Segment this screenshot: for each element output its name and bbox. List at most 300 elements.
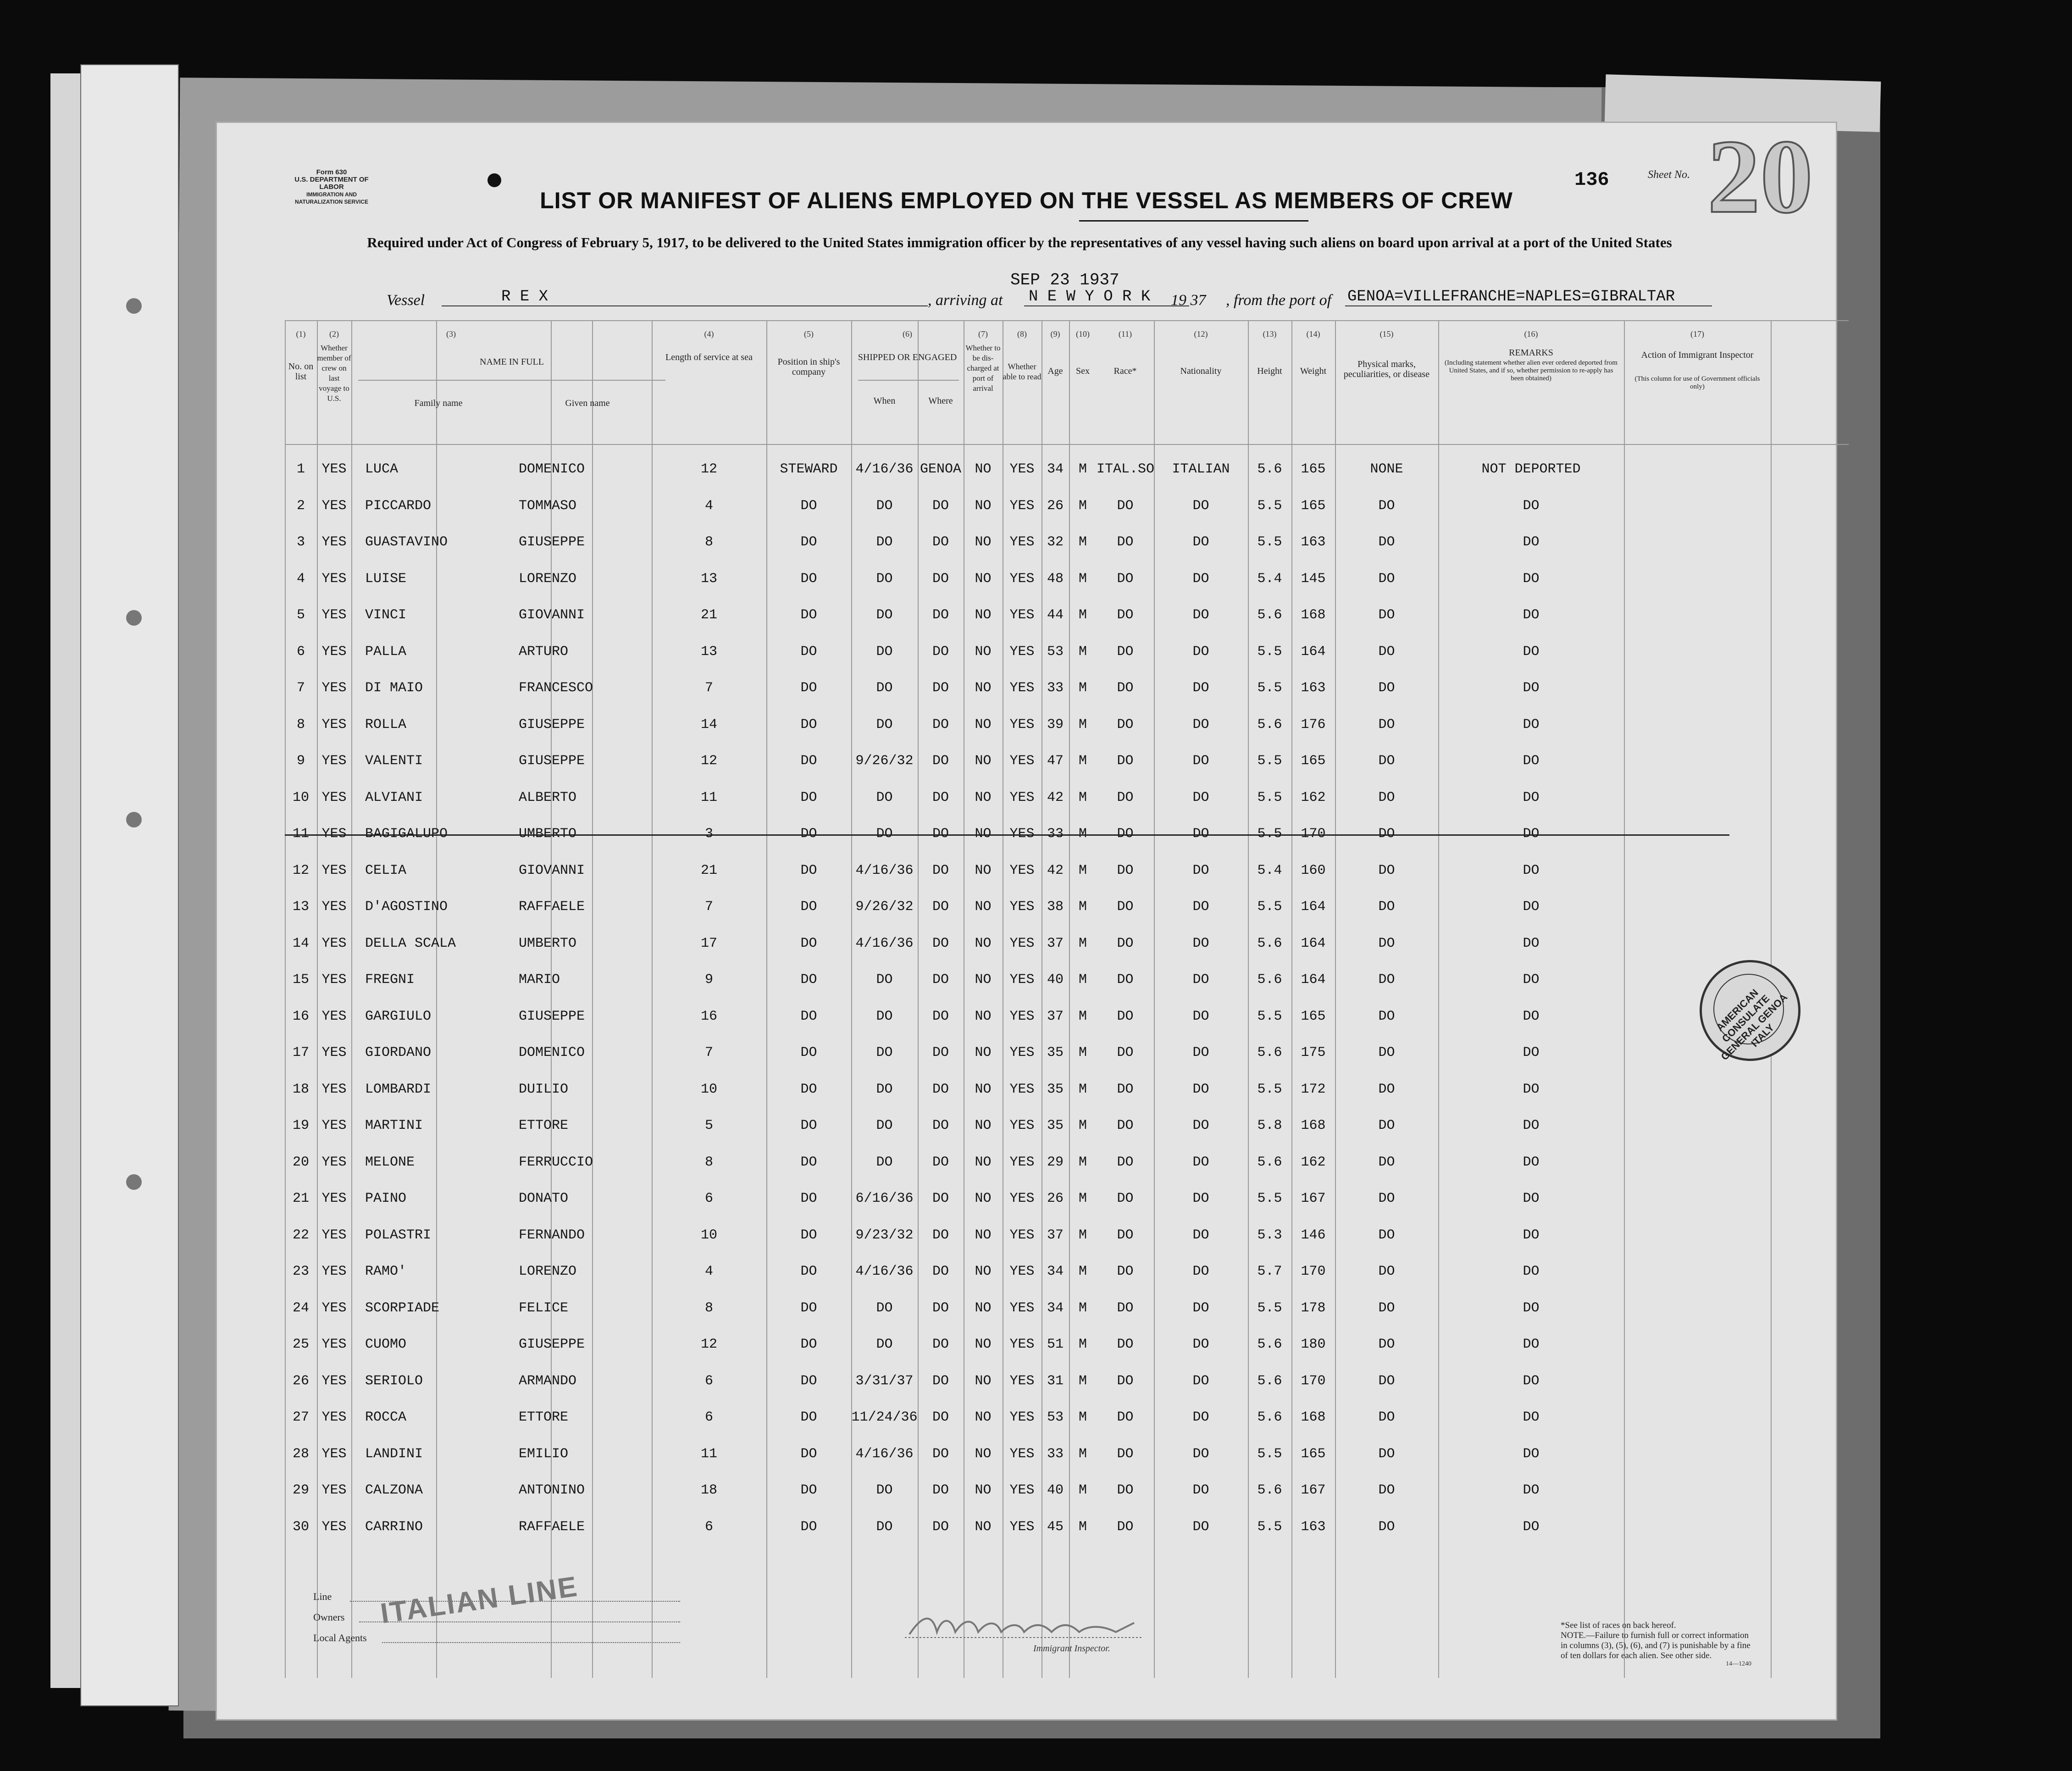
cell-physical-marks: DO xyxy=(1378,1300,1395,1316)
cell-able-to-read: YES xyxy=(1009,826,1035,842)
cell-race: DO xyxy=(1117,1482,1134,1498)
cell-race: DO xyxy=(1117,498,1134,514)
cell-length-of-service: 6 xyxy=(704,1410,713,1425)
cell-family-name: LUISE xyxy=(365,571,407,587)
cell-to-be-discharged: NO xyxy=(975,461,992,477)
cell-remarks: DO xyxy=(1523,1118,1540,1133)
cell-remarks: DO xyxy=(1523,1045,1540,1060)
cell-physical-marks: DO xyxy=(1378,571,1395,587)
cell-weight: 164 xyxy=(1301,899,1326,915)
cell-family-name: BAGIGALUPO xyxy=(365,826,448,842)
cell-race: DO xyxy=(1117,1264,1134,1279)
cell-shipped-where: DO xyxy=(932,1008,949,1024)
cell-shipped-when: DO xyxy=(876,1045,893,1060)
cell-sex: M xyxy=(1078,498,1087,514)
cell-family-name: DI MAIO xyxy=(365,680,423,696)
cell-able-to-read: YES xyxy=(1009,753,1035,769)
cell-weight: 162 xyxy=(1301,1154,1326,1170)
cell-list-number: 13 xyxy=(292,899,309,915)
cell-nationality: DO xyxy=(1192,862,1209,878)
cell-to-be-discharged: NO xyxy=(975,826,992,842)
cell-sex: M xyxy=(1078,716,1087,733)
cell-length-of-service: 6 xyxy=(704,1519,713,1535)
cell-physical-marks: DO xyxy=(1378,972,1395,988)
cell-family-name: PALLA xyxy=(365,644,407,660)
cell-age: 33 xyxy=(1047,826,1064,842)
cell-race: DO xyxy=(1117,534,1134,550)
cell-shipped-where: DO xyxy=(932,826,949,842)
cell-family-name: LUCA xyxy=(365,461,399,477)
cell-sex: M xyxy=(1078,1081,1087,1097)
cell-weight: 162 xyxy=(1301,789,1326,805)
cell-nationality: DO xyxy=(1192,935,1209,951)
cell-shipped-where: DO xyxy=(932,1337,949,1352)
cell-race: DO xyxy=(1117,862,1134,878)
cell-given-name: ETTORE xyxy=(519,1118,569,1133)
column-number: (16) xyxy=(1524,329,1538,339)
cell-to-be-discharged: NO xyxy=(975,1519,992,1535)
cell-sex: M xyxy=(1078,1227,1087,1243)
cell-physical-marks: DO xyxy=(1378,1008,1395,1024)
cell-nationality: DO xyxy=(1192,607,1209,623)
arrival-port: N E W Y O R K xyxy=(1029,288,1151,305)
cell-nationality: DO xyxy=(1192,1227,1209,1243)
punch-hole xyxy=(126,610,142,626)
cell-weight: 165 xyxy=(1301,753,1326,769)
cell-able-to-read: YES xyxy=(1009,935,1035,951)
cell-to-be-discharged: NO xyxy=(975,1264,992,1279)
header-when: When xyxy=(873,396,896,406)
cell-crew-last-voyage: YES xyxy=(321,461,347,477)
cell-able-to-read: YES xyxy=(1009,1081,1035,1097)
cell-nationality: DO xyxy=(1192,1191,1209,1206)
cell-sex: M xyxy=(1078,1300,1087,1316)
cell-position: DO xyxy=(800,1227,817,1243)
cell-list-number: 28 xyxy=(292,1446,309,1462)
cell-position: DO xyxy=(800,1300,817,1316)
cell-to-be-discharged: NO xyxy=(975,571,992,587)
cell-length-of-service: 6 xyxy=(704,1191,713,1206)
cell-crew-last-voyage: YES xyxy=(321,644,347,660)
punch-hole xyxy=(488,173,501,187)
cell-weight: 175 xyxy=(1301,1045,1326,1060)
cell-remarks: DO xyxy=(1523,1337,1540,1352)
cell-nationality: DO xyxy=(1192,1519,1209,1535)
cell-height: 5.5 xyxy=(1257,1081,1282,1097)
cell-sex: M xyxy=(1078,534,1087,550)
cell-height: 5.6 xyxy=(1257,1410,1282,1425)
cell-family-name: GUASTAVINO xyxy=(365,534,448,550)
table-row xyxy=(285,964,1849,1000)
cell-position: DO xyxy=(800,1446,817,1462)
form-number: Form 630 xyxy=(316,168,347,176)
cell-nationality: DO xyxy=(1192,1081,1209,1097)
header-action-note: (This column for use of Government officials only) xyxy=(1634,375,1760,390)
cell-position: DO xyxy=(800,789,817,805)
cell-height: 5.6 xyxy=(1257,935,1282,951)
cell-shipped-where: GENOA xyxy=(920,461,961,477)
cell-race: DO xyxy=(1117,571,1134,587)
consulate-seal-text: AMERICAN CONSULATE GENERAL GENOA ITALY xyxy=(1714,987,1790,1063)
cell-shipped-when: DO xyxy=(876,1337,893,1352)
cell-crew-last-voyage: YES xyxy=(321,1373,347,1389)
cell-weight: 168 xyxy=(1301,607,1326,623)
cell-weight: 167 xyxy=(1301,1482,1326,1498)
column-number: (7) xyxy=(978,329,988,339)
title-underline xyxy=(1079,220,1308,222)
cell-age: 35 xyxy=(1047,1118,1064,1133)
column-number: (10) xyxy=(1076,329,1090,339)
cell-family-name: MELONE xyxy=(365,1154,415,1170)
cell-sex: M xyxy=(1078,1337,1087,1352)
cell-height: 5.5 xyxy=(1257,1519,1282,1535)
cell-shipped-when: 4/16/36 xyxy=(855,935,914,951)
cell-height: 5.6 xyxy=(1257,607,1282,623)
arrival-date-stamp: SEP 23 1937 xyxy=(1010,271,1119,289)
cell-shipped-where: DO xyxy=(932,1191,949,1206)
cell-sex: M xyxy=(1078,607,1087,623)
cell-able-to-read: YES xyxy=(1009,972,1035,988)
cell-able-to-read: YES xyxy=(1009,1045,1035,1060)
cell-position: DO xyxy=(800,680,817,696)
cell-height: 5.6 xyxy=(1257,461,1282,477)
cell-length-of-service: 3 xyxy=(704,826,713,842)
cell-family-name: CALZONA xyxy=(365,1482,423,1498)
cell-age: 26 xyxy=(1047,498,1064,514)
cell-given-name: UMBERTO xyxy=(519,935,577,951)
cell-to-be-discharged: NO xyxy=(975,935,992,951)
cell-height: 5.6 xyxy=(1257,1373,1282,1389)
cell-given-name: ANTONINO xyxy=(519,1482,585,1498)
cell-physical-marks: DO xyxy=(1378,1227,1395,1243)
inspector-label: Immigrant Inspector. xyxy=(1033,1643,1110,1654)
cell-given-name: DONATO xyxy=(519,1191,569,1206)
table-row xyxy=(285,891,1849,927)
header-no-on-list: No. on list xyxy=(288,361,314,382)
cell-weight: 163 xyxy=(1301,680,1326,696)
cell-shipped-when: 9/26/32 xyxy=(855,899,914,915)
cell-given-name: DOMENICO xyxy=(519,461,585,477)
cell-height: 5.3 xyxy=(1257,1227,1282,1243)
cell-length-of-service: 8 xyxy=(704,534,713,550)
cell-list-number: 12 xyxy=(292,862,309,878)
header-physical-marks: Physical marks, peculiarities, or disease xyxy=(1343,359,1430,379)
cell-given-name: DOMENICO xyxy=(519,1045,585,1060)
cell-crew-last-voyage: YES xyxy=(321,571,347,587)
cell-shipped-where: DO xyxy=(932,972,949,988)
cell-age: 33 xyxy=(1047,680,1064,696)
cell-age: 51 xyxy=(1047,1337,1064,1352)
cell-position: DO xyxy=(800,1519,817,1535)
cell-height: 5.5 xyxy=(1257,534,1282,550)
cell-physical-marks: DO xyxy=(1378,644,1395,660)
cell-length-of-service: 21 xyxy=(700,862,717,878)
cell-age: 53 xyxy=(1047,1410,1064,1425)
cell-height: 5.5 xyxy=(1257,1191,1282,1206)
cell-length-of-service: 4 xyxy=(704,1264,713,1279)
cell-shipped-where: DO xyxy=(932,1482,949,1498)
cell-physical-marks: DO xyxy=(1378,498,1395,514)
header-height: Height xyxy=(1257,366,1282,376)
cell-age: 31 xyxy=(1047,1373,1064,1389)
cell-age: 34 xyxy=(1047,1264,1064,1279)
cell-to-be-discharged: NO xyxy=(975,644,992,660)
cell-list-number: 15 xyxy=(292,972,309,988)
cell-race: DO xyxy=(1117,644,1134,660)
cell-sex: M xyxy=(1078,1519,1087,1535)
cell-able-to-read: YES xyxy=(1009,862,1035,878)
cell-shipped-when: DO xyxy=(876,1482,893,1498)
cell-to-be-discharged: NO xyxy=(975,1227,992,1243)
cell-height: 5.8 xyxy=(1257,1118,1282,1133)
cell-height: 5.5 xyxy=(1257,753,1282,769)
header-name-in-full: NAME IN FULL xyxy=(480,357,544,367)
cell-race: DO xyxy=(1117,899,1134,915)
cell-nationality: DO xyxy=(1192,498,1209,514)
cell-given-name: ARTURO xyxy=(519,644,569,660)
cell-shipped-where: DO xyxy=(932,1446,949,1462)
cell-race: DO xyxy=(1117,1118,1134,1133)
cell-race: DO xyxy=(1117,1410,1134,1425)
cell-weight: 163 xyxy=(1301,534,1326,550)
cell-physical-marks: DO xyxy=(1378,1154,1395,1170)
cell-weight: 176 xyxy=(1301,716,1326,733)
cell-shipped-when: DO xyxy=(876,498,893,514)
cell-able-to-read: YES xyxy=(1009,1154,1035,1170)
cell-to-be-discharged: NO xyxy=(975,1118,992,1133)
cell-race: DO xyxy=(1117,826,1134,842)
cell-length-of-service: 10 xyxy=(700,1081,717,1097)
header-sex: Sex xyxy=(1076,366,1090,376)
cell-remarks: DO xyxy=(1523,862,1540,878)
cell-length-of-service: 5 xyxy=(704,1118,713,1133)
table-row xyxy=(285,1292,1849,1329)
cell-list-number: 10 xyxy=(292,789,309,805)
cell-given-name: GIUSEPPE xyxy=(519,534,585,550)
cell-shipped-when: DO xyxy=(876,680,893,696)
cell-to-be-discharged: NO xyxy=(975,1373,992,1389)
cell-remarks: DO xyxy=(1523,789,1540,805)
cell-shipped-where: DO xyxy=(932,1118,949,1133)
cell-list-number: 19 xyxy=(292,1118,309,1133)
table-row xyxy=(285,1000,1849,1037)
cell-height: 5.5 xyxy=(1257,789,1282,805)
cell-crew-last-voyage: YES xyxy=(321,1264,347,1279)
cell-family-name: VALENTI xyxy=(365,753,423,769)
cell-physical-marks: DO xyxy=(1378,607,1395,623)
cell-to-be-discharged: NO xyxy=(975,1008,992,1024)
cell-able-to-read: YES xyxy=(1009,1264,1035,1279)
cell-crew-last-voyage: YES xyxy=(321,1045,347,1060)
cell-age: 32 xyxy=(1047,534,1064,550)
cell-able-to-read: YES xyxy=(1009,1410,1035,1425)
page-number: 136 xyxy=(1574,169,1609,191)
cell-shipped-where: DO xyxy=(932,1227,949,1243)
cell-shipped-when: 4/16/36 xyxy=(855,461,914,477)
cell-given-name: FRANCESCO xyxy=(519,680,593,696)
cell-shipped-where: DO xyxy=(932,680,949,696)
column-number: (12) xyxy=(1194,329,1208,339)
cell-given-name: GIOVANNI xyxy=(519,607,585,623)
cell-able-to-read: YES xyxy=(1009,1482,1035,1498)
cell-height: 5.6 xyxy=(1257,1045,1282,1060)
cell-crew-last-voyage: YES xyxy=(321,1081,347,1097)
cell-age: 37 xyxy=(1047,1227,1064,1243)
cell-to-be-discharged: NO xyxy=(975,753,992,769)
cell-remarks: DO xyxy=(1523,1410,1540,1425)
cell-crew-last-voyage: YES xyxy=(321,1191,347,1206)
cell-shipped-where: DO xyxy=(932,789,949,805)
cell-weight: 165 xyxy=(1301,1446,1326,1462)
header-race: Race* xyxy=(1114,366,1137,376)
cell-given-name: LORENZO xyxy=(519,571,577,587)
cell-shipped-where: DO xyxy=(932,1519,949,1535)
cell-shipped-where: DO xyxy=(932,571,949,587)
cell-position: DO xyxy=(800,1118,817,1133)
cell-age: 40 xyxy=(1047,1482,1064,1498)
cell-height: 5.5 xyxy=(1257,1300,1282,1316)
cell-physical-marks: DO xyxy=(1378,680,1395,696)
cell-sex: M xyxy=(1078,1191,1087,1206)
cell-nationality: DO xyxy=(1192,899,1209,915)
column-number: (1) xyxy=(296,329,306,339)
column-number: (2) xyxy=(329,329,339,339)
cell-length-of-service: 7 xyxy=(704,680,713,696)
cell-age: 29 xyxy=(1047,1154,1064,1170)
cell-list-number: 27 xyxy=(292,1410,309,1425)
cell-crew-last-voyage: YES xyxy=(321,1410,347,1425)
cell-age: 37 xyxy=(1047,935,1064,951)
cell-length-of-service: 7 xyxy=(704,899,713,915)
cell-remarks: DO xyxy=(1523,571,1540,587)
italian-line-stamp: ITALIAN LINE xyxy=(378,1571,581,1630)
cell-physical-marks: DO xyxy=(1378,1118,1395,1133)
cell-weight: 160 xyxy=(1301,862,1326,878)
cell-physical-marks: DO xyxy=(1378,1337,1395,1352)
cell-length-of-service: 12 xyxy=(700,461,717,477)
cell-shipped-when: 4/16/36 xyxy=(855,1264,914,1279)
cell-weight: 180 xyxy=(1301,1337,1326,1352)
table-row xyxy=(285,1183,1849,1219)
cell-age: 47 xyxy=(1047,753,1064,769)
cell-race: DO xyxy=(1117,1154,1134,1170)
header-shipped-engaged: SHIPPED OR ENGAGED xyxy=(858,352,957,362)
cell-age: 44 xyxy=(1047,607,1064,623)
cell-remarks: DO xyxy=(1523,1191,1540,1206)
cell-sex: M xyxy=(1078,1264,1087,1279)
cell-crew-last-voyage: YES xyxy=(321,607,347,623)
cell-nationality: DO xyxy=(1192,571,1209,587)
cell-to-be-discharged: NO xyxy=(975,1337,992,1352)
cell-height: 5.5 xyxy=(1257,644,1282,660)
footer-notes xyxy=(1561,1621,1753,1661)
cell-family-name: MARTINI xyxy=(365,1118,423,1133)
cell-nationality: DO xyxy=(1192,753,1209,769)
table-row xyxy=(285,782,1849,818)
sheet-number: 20 xyxy=(1707,118,1813,235)
cell-to-be-discharged: NO xyxy=(975,534,992,550)
cell-shipped-when: 9/23/32 xyxy=(855,1227,914,1243)
cell-age: 35 xyxy=(1047,1081,1064,1097)
cell-shipped-when: DO xyxy=(876,1300,893,1316)
cell-shipped-where: DO xyxy=(932,1373,949,1389)
cell-remarks: DO xyxy=(1523,1154,1540,1170)
cell-given-name: GIUSEPPE xyxy=(519,753,585,769)
cell-sex: M xyxy=(1078,644,1087,660)
cell-remarks: DO xyxy=(1523,644,1540,660)
cell-to-be-discharged: NO xyxy=(975,1300,992,1316)
cell-family-name: ALVIANI xyxy=(365,789,423,805)
from-port: GENOA=VILLEFRANCHE=NAPLES=GIBRALTAR xyxy=(1347,288,1675,305)
cell-race: DO xyxy=(1117,1191,1134,1206)
cell-given-name: TOMMASO xyxy=(519,498,577,514)
cell-weight: 145 xyxy=(1301,571,1326,587)
cell-height: 5.5 xyxy=(1257,826,1282,842)
cell-family-name: CUOMO xyxy=(365,1337,407,1352)
column-number: (17) xyxy=(1690,329,1704,339)
cell-height: 5.5 xyxy=(1257,498,1282,514)
cell-able-to-read: YES xyxy=(1009,1446,1035,1462)
cell-shipped-when: DO xyxy=(876,826,893,842)
cell-position: STEWARD xyxy=(780,461,838,477)
cell-shipped-where: DO xyxy=(932,1264,949,1279)
cell-age: 42 xyxy=(1047,789,1064,805)
cell-crew-last-voyage: YES xyxy=(321,789,347,805)
cell-length-of-service: 8 xyxy=(704,1154,713,1170)
cell-remarks: DO xyxy=(1523,1008,1540,1024)
cell-race: DO xyxy=(1117,1373,1134,1389)
punch-hole xyxy=(126,812,142,827)
cell-race: DO xyxy=(1117,1519,1134,1535)
cell-list-number: 25 xyxy=(292,1337,309,1352)
table-row xyxy=(285,563,1849,600)
cell-crew-last-voyage: YES xyxy=(321,1118,347,1133)
cell-shipped-when: DO xyxy=(876,644,893,660)
table-row xyxy=(285,1146,1849,1183)
races-note: *See list of races on back hereof. xyxy=(1561,1621,1676,1630)
cell-length-of-service: 7 xyxy=(704,1045,713,1060)
cell-shipped-when: DO xyxy=(876,571,893,587)
cell-remarks: DO xyxy=(1523,753,1540,769)
cell-given-name: ARMANDO xyxy=(519,1373,577,1389)
header-family-name: Family name xyxy=(414,398,463,408)
table-row xyxy=(285,709,1849,745)
cell-shipped-where: DO xyxy=(932,1045,949,1060)
cell-crew-last-voyage: YES xyxy=(321,862,347,878)
cell-age: 48 xyxy=(1047,571,1064,587)
cell-shipped-where: DO xyxy=(932,935,949,951)
cell-physical-marks: DO xyxy=(1378,1446,1395,1462)
cell-length-of-service: 13 xyxy=(700,571,717,587)
table-row xyxy=(285,1438,1849,1475)
cell-crew-last-voyage: YES xyxy=(321,716,347,733)
cell-able-to-read: YES xyxy=(1009,1373,1035,1389)
cell-remarks: DO xyxy=(1523,1519,1540,1535)
cell-able-to-read: YES xyxy=(1009,899,1035,915)
cell-family-name: GIORDANO xyxy=(365,1045,432,1060)
cell-list-number: 5 xyxy=(296,607,305,623)
cell-to-be-discharged: NO xyxy=(975,1482,992,1498)
cell-position: DO xyxy=(800,1154,817,1170)
cell-shipped-where: DO xyxy=(932,753,949,769)
vessel-name: R E X xyxy=(501,288,548,305)
cell-sex: M xyxy=(1078,935,1087,951)
cell-physical-marks: DO xyxy=(1378,1410,1395,1425)
cell-sex: M xyxy=(1078,862,1087,878)
cell-physical-marks: DO xyxy=(1378,862,1395,878)
cell-position: DO xyxy=(800,1410,817,1425)
cell-remarks: DO xyxy=(1523,1482,1540,1498)
